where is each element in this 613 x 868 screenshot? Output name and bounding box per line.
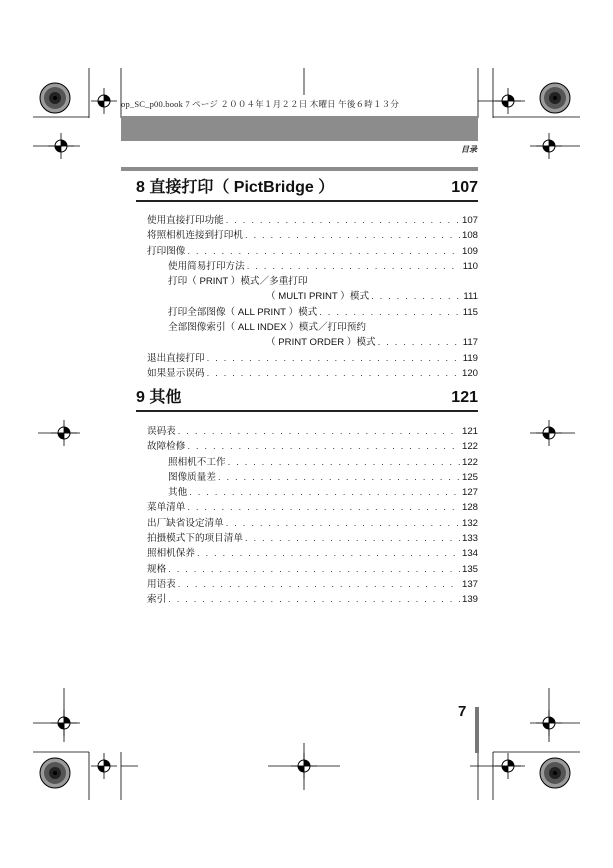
toc-entry-label: 索引 — [147, 594, 167, 606]
toc-entry-label: （ MULTI PRINT ）模式 — [266, 291, 370, 303]
toc-entry — [147, 424, 478, 439]
leader-dots — [247, 259, 461, 274]
toc-entry — [147, 244, 478, 259]
toc-entry — [147, 366, 478, 381]
toc-entry-label: 用语表 — [147, 578, 176, 590]
color-target-bottom-right — [540, 758, 570, 788]
toc-entry-page: 133 — [461, 533, 478, 545]
toc-entry — [147, 274, 478, 289]
toc-entry-label: 如果显示误码 — [147, 367, 205, 379]
chapter-heading — [136, 386, 478, 412]
toc-entry — [147, 351, 478, 366]
leader-dots — [187, 500, 460, 515]
page-number: 7 — [458, 703, 467, 720]
leader-dots — [189, 485, 460, 500]
toc-entry — [147, 228, 478, 243]
toc-entry-page: 109 — [461, 245, 478, 257]
toc-label: 目录 — [461, 145, 477, 154]
toc-entry-label: 使用简易打印方法 — [168, 260, 245, 272]
toc-entry-label: 打印全部图像（ ALL PRINT ）模式 — [168, 306, 318, 318]
toc-entry-page: 115 — [462, 306, 478, 318]
toc-entry-label: 退出直接打印 — [147, 352, 205, 364]
toc-entry-page: 122 — [461, 456, 478, 468]
leader-dots — [178, 424, 460, 439]
chapter-title: 9 其他 — [136, 389, 182, 406]
leader-dots — [226, 213, 460, 228]
leader-dots — [245, 228, 460, 243]
toc-entry-label: 图像质量差 — [168, 471, 216, 483]
toc-entry — [147, 439, 478, 454]
crosshair-icon — [91, 88, 117, 114]
leader-dots — [226, 516, 460, 531]
chapter-page: 121 — [451, 389, 478, 406]
chapter-page: 107 — [451, 179, 478, 196]
toc-entry-page: 128 — [461, 502, 478, 514]
leader-dots — [207, 366, 460, 381]
toc-entry — [147, 259, 478, 274]
toc-entry-label: 打印（ PRINT ）模式／多重打印 — [168, 276, 308, 288]
toc-entry-page: 119 — [462, 352, 478, 364]
toc-entry-label: 菜单清单 — [147, 502, 186, 514]
leader-dots — [319, 305, 460, 320]
chapter-heading — [136, 176, 478, 202]
toc-list — [147, 424, 478, 608]
leader-dots — [228, 455, 460, 470]
toc-entry-page: 110 — [462, 260, 478, 272]
toc-entry — [147, 592, 478, 607]
color-target-top-right — [540, 83, 570, 113]
toc-entry — [147, 485, 478, 500]
toc-entry-page: 108 — [461, 230, 478, 242]
toc-entry — [147, 213, 478, 228]
toc-entry-page: 134 — [461, 548, 478, 560]
toc-entry-label: 其他 — [168, 487, 188, 499]
header-band — [121, 116, 478, 141]
color-target-top-left — [40, 83, 70, 113]
thumb-tab — [475, 707, 479, 753]
toc-entry-label: 照相机保养 — [147, 548, 195, 560]
toc-entry-label: 打印图像 — [147, 245, 186, 257]
toc-entry-page: 107 — [461, 215, 478, 226]
toc-entry — [147, 455, 478, 470]
leader-dots — [168, 592, 460, 607]
toc-entry-label: 全部图像索引（ ALL INDEX ）模式／打印预约 — [168, 322, 366, 334]
file-header: op_SC_p00.book 7 ページ ２００４年１月２２日 木曜日 午後６時１３分 — [121, 99, 400, 109]
toc-entry-label: 误码表 — [147, 426, 176, 437]
toc-entry-label: （ PRINT ORDER ）模式 — [266, 337, 376, 349]
toc-entry — [147, 577, 478, 592]
leader-dots — [187, 439, 460, 454]
toc-entry-label: 故障检修 — [147, 441, 186, 453]
toc-entry — [147, 320, 478, 335]
leader-dots — [218, 470, 460, 485]
toc-entry — [147, 562, 478, 577]
leader-dots — [245, 531, 460, 546]
toc-entry — [147, 516, 478, 531]
toc-entry-page: 111 — [463, 291, 478, 303]
toc-list — [147, 213, 478, 381]
leader-dots — [168, 562, 460, 577]
leader-dots — [371, 289, 461, 304]
toc-entry-label: 出厂缺省设定清单 — [147, 517, 224, 529]
toc-entry-page: 121 — [461, 426, 478, 437]
toc-entry — [147, 289, 478, 304]
toc-entry-label: 照相机不工作 — [168, 456, 226, 468]
toc-entry-page: 137 — [461, 578, 478, 590]
section-rule — [121, 167, 478, 171]
leader-dots — [187, 244, 460, 259]
toc-entry-page: 120 — [461, 367, 478, 379]
toc-entry-label: 规格 — [147, 563, 167, 575]
toc-entry-page: 139 — [461, 594, 478, 606]
leader-dots — [197, 546, 460, 561]
toc-entry — [147, 500, 478, 515]
toc-entry-page: 117 — [462, 337, 478, 349]
leader-dots — [378, 335, 461, 350]
toc-entry — [147, 470, 478, 485]
toc-entry-page: 127 — [461, 487, 478, 499]
toc-entry-page: 125 — [461, 471, 478, 483]
toc-entry-page: 132 — [461, 517, 478, 529]
toc-entry-label: 将照相机连接到打印机 — [147, 230, 243, 242]
toc-entry — [147, 305, 478, 320]
toc-entry — [147, 546, 478, 561]
toc-entry — [147, 335, 478, 350]
toc-entry-label: 使用直接打印功能 — [147, 215, 224, 226]
toc-entry-label: 拍摄模式下的项目清单 — [147, 533, 243, 545]
toc-entry-page: 135 — [461, 563, 478, 575]
toc-entry — [147, 531, 478, 546]
chapter-title: 8 直接打印（ PictBridge ） — [136, 179, 335, 196]
leader-dots — [207, 351, 461, 366]
crosshair-icon — [91, 753, 117, 779]
toc-entry-page: 122 — [461, 441, 478, 453]
color-target-bottom-left — [40, 758, 70, 788]
leader-dots — [178, 577, 460, 592]
